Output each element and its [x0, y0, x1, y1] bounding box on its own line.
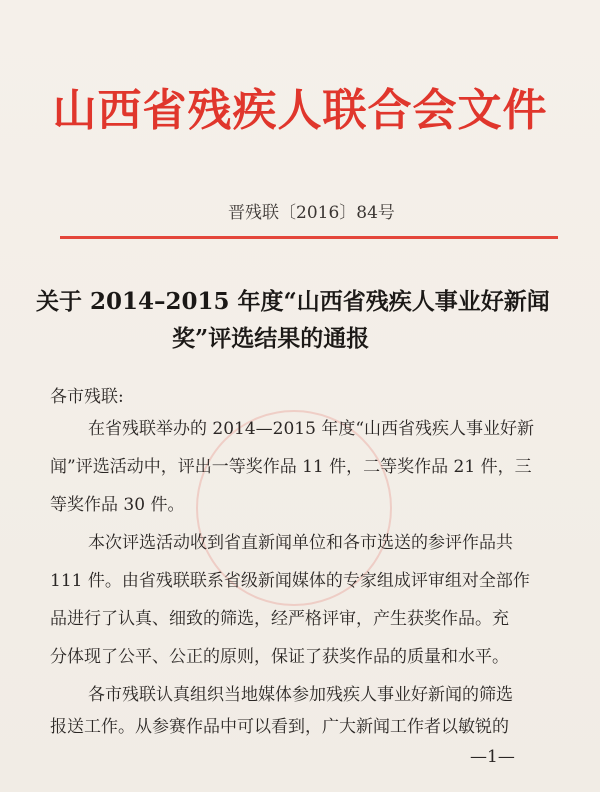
- body-line: 品进行了认真、细致的筛选，经严格评审，产生获奖作品。充: [50, 609, 509, 629]
- body-line: 本次评选活动收到省直新闻单位和各市选送的参评作品共: [88, 533, 513, 553]
- body-line: 111 件。由省残联联系省级新闻媒体的专家组成评审组对全部作: [50, 571, 530, 591]
- body-line: 报送工作。从参赛作品中可以看到，广大新闻工作者以敏锐的: [50, 717, 509, 737]
- body-line: 等奖作品 30 件。: [50, 495, 185, 515]
- heading-line-2: 奖”评选结果的通报: [172, 325, 370, 352]
- red-divider-line: [60, 236, 558, 239]
- page-number: —1—: [470, 747, 515, 767]
- document-number: 晋残联〔2016〕84号: [228, 203, 395, 223]
- heading-line-1: 关于 2014–2015 年度“山西省残疾人事业好新闻: [36, 288, 550, 315]
- body-line: 各市残联认真组织当地媒体参加残疾人事业好新闻的筛选: [88, 685, 513, 705]
- body-line: 闻”评选活动中，评出一等奖作品 11 件，二等奖作品 21 件，三: [50, 457, 532, 477]
- body-line: 在省残联举办的 2014—2015 年度“山西省残疾人事业好新: [88, 419, 535, 439]
- body-line: 分体现了公平、公正的原则，保证了获奖作品的质量和水平。: [50, 647, 509, 667]
- issuer-title: 山西省残疾人联合会文件: [52, 85, 548, 136]
- greeting: 各市残联:: [50, 387, 124, 407]
